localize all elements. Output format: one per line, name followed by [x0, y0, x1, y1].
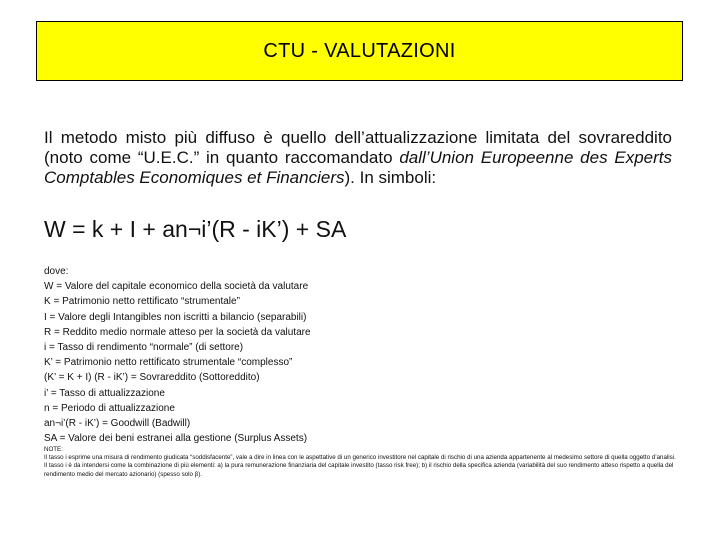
- legend-line: an¬i’(R - iK’) = Goodwill (Badwill): [44, 418, 191, 430]
- legend-line: R = Reddito medio normale atteso per la società da valutare: [44, 326, 311, 338]
- note-line: Il tasso i è da intendersi come la combinazione di più elementi: a) la pura remunerazione finanziaria del capitale investito (tasso risk free); b) il rischio della specifica azienda (variabilità del suo rendimento atteso rispetto a quella del rendimento medio del mercato azionario) (spesso solo β).: [44, 462, 674, 478]
- note-heading: NOTE:: [44, 446, 63, 453]
- legend-line: W = Valore del capitale economico della società da valutare: [44, 281, 309, 293]
- legend-line: SA = Valore dei beni estranei alla gestione (Surplus Assets): [44, 433, 308, 445]
- legend-line: i = Tasso di rendimento “normale” (di settore): [44, 342, 244, 354]
- intro-text-b: ). In simboli:: [344, 168, 437, 187]
- legend-line: i’ = Tasso di attualizzazione: [44, 387, 165, 399]
- legend-line: n = Periodo di attualizzazione: [44, 402, 175, 414]
- legend-line: (K’ = K + I) (R - iK’) = Sovrareddito (Sottoreddito): [44, 372, 260, 384]
- intro-text-italic: dall’Union Europeenne des Experts Comptables Economiques et Financiers: [44, 148, 672, 187]
- legend-line: K’ = Patrimonio netto rettificato strumentale “complesso”: [44, 357, 293, 369]
- legend: [44, 264, 311, 446]
- intro-text-a: Il metodo misto più diffuso è quello dell’attualizzazione limitata del sovrareddito (noto come “U.E.C.” in quanto raccomandato: [44, 128, 672, 167]
- formula: W = k + I + an¬i’(R - iK’) + SA: [44, 216, 347, 242]
- note-line: Il tasso i esprime una misura di rendimento giudicata “soddisfacente”, vale a dire in linea con le aspettative di un generico investitore nel capitale di rischio di una azienda appartenente al medesimo settore di quella oggetto d’analisi.: [44, 454, 676, 462]
- footnote: [44, 446, 676, 479]
- slide-title: CTU - VALUTAZIONI: [263, 39, 456, 62]
- title-box: [36, 21, 683, 81]
- legend-line: I = Valore degli Intangibles non iscritti a bilancio (separabili): [44, 311, 307, 323]
- legend-line: K = Patrimonio netto rettificato “strumentale”: [44, 296, 240, 308]
- legend-heading: dove:: [44, 266, 69, 277]
- intro-paragraph: [44, 128, 672, 188]
